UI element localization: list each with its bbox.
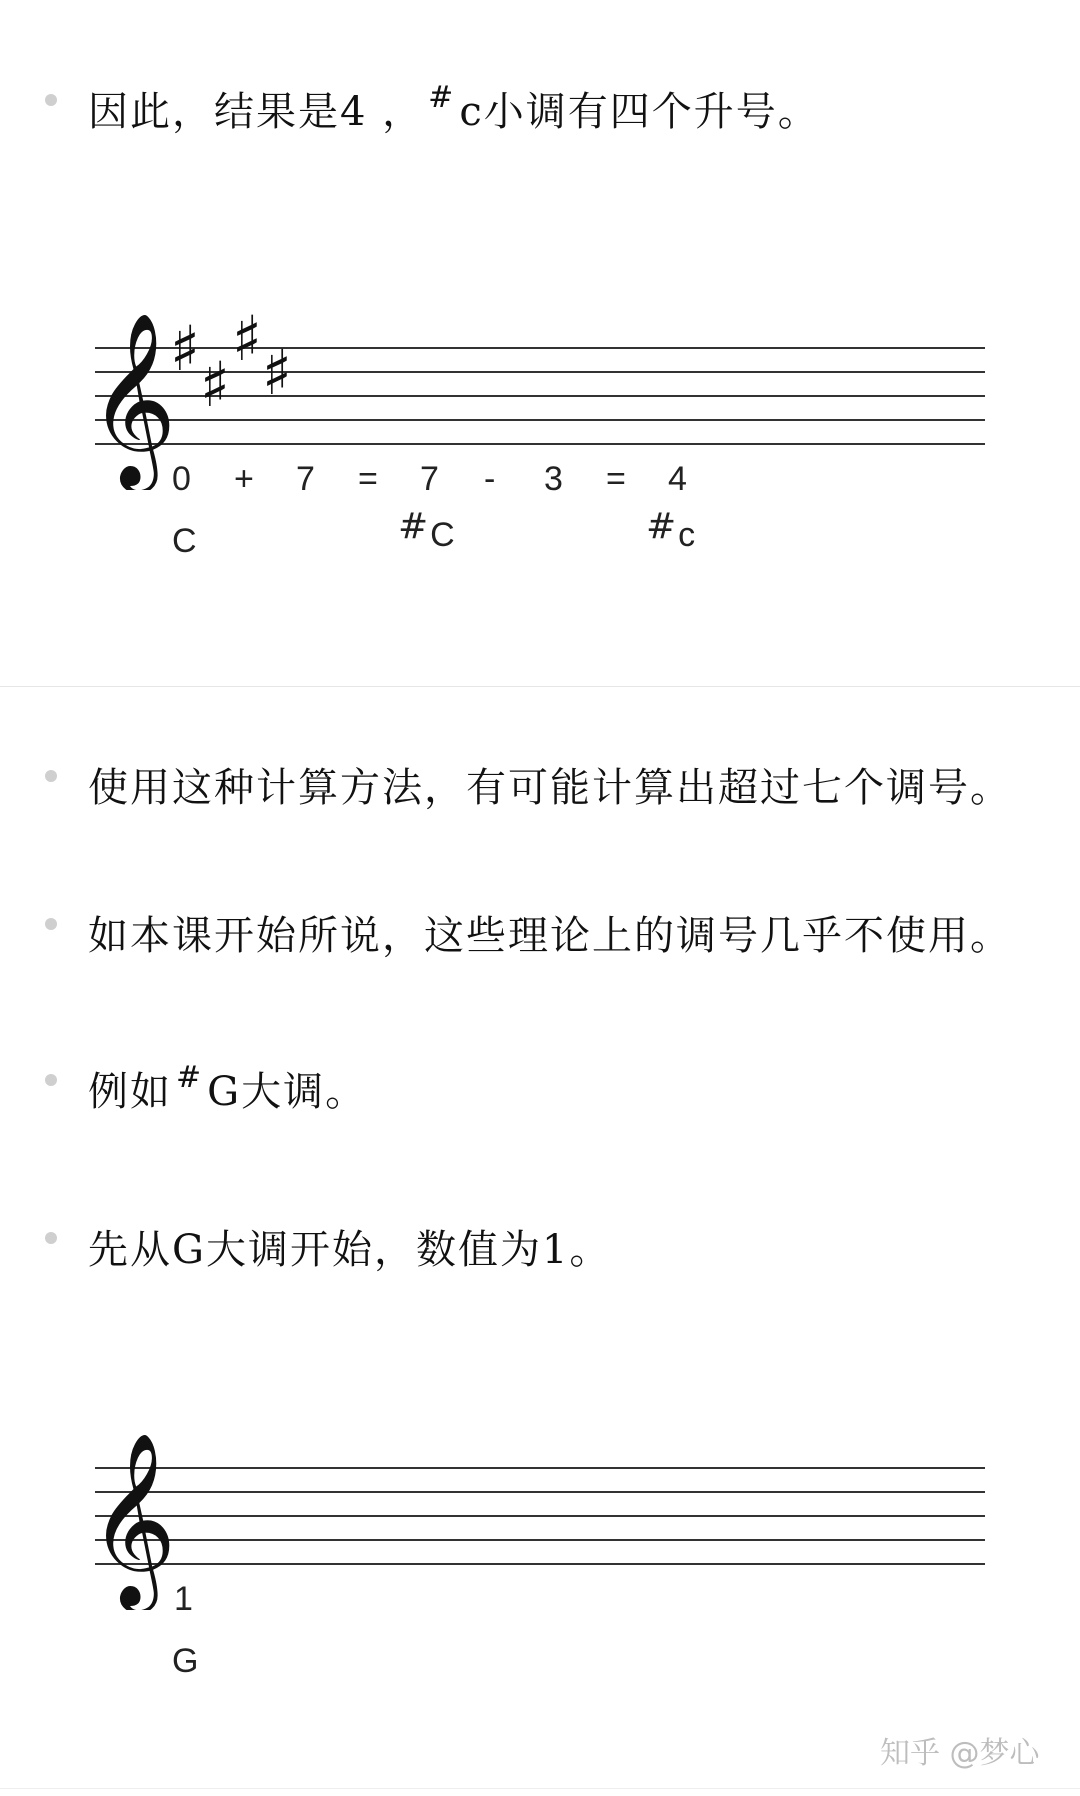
- bullet-dot: [45, 918, 57, 930]
- sharp-sign: #: [646, 506, 677, 547]
- text-segment: 例如: [88, 1069, 172, 1115]
- number-label: 3: [544, 460, 563, 498]
- sharp-sign: #: [398, 506, 429, 547]
- sharp-icon: ♯: [200, 348, 231, 421]
- key-name: c: [678, 516, 696, 554]
- bullet-dot: [45, 770, 57, 782]
- sharp-sign: #: [176, 1060, 204, 1095]
- treble-clef-icon: 𝄞: [88, 312, 177, 486]
- text-segment: c小调有四个升号。: [459, 89, 820, 135]
- music-staff-1: [0, 290, 1080, 490]
- bullet-text: 先从G大调开始，数值为1。: [88, 1227, 612, 1273]
- bullet-text: [88, 1060, 368, 1122]
- sharp-icon: ♯: [232, 302, 263, 375]
- watermark-text: 知乎 @梦心: [880, 1736, 1040, 1771]
- key-label: [172, 1642, 198, 1681]
- number-label: 7: [420, 460, 439, 498]
- number-label: 7: [296, 460, 315, 498]
- text-segment: G大调。: [207, 1069, 368, 1115]
- operator-label: -: [484, 460, 496, 498]
- key-signature-sharps: [170, 302, 292, 421]
- operator-label: +: [234, 460, 254, 498]
- key-name: C: [172, 522, 197, 560]
- number-label: 4: [668, 460, 687, 498]
- key-label: [398, 506, 455, 555]
- bottom-divider: [0, 1788, 1080, 1789]
- number-label: 0: [172, 460, 191, 498]
- key-label: [646, 506, 696, 555]
- number-label: 1: [174, 1580, 193, 1618]
- bullet-dot: [45, 1232, 57, 1244]
- key-label: [172, 522, 197, 561]
- bullet-text: 如本课开始所说，这些理论上的调号几乎不使用。: [88, 913, 1012, 959]
- section-divider: [0, 686, 1080, 687]
- music-staff-2: [0, 1410, 1080, 1610]
- bullet-text: 使用这种计算方法，有可能计算出超过七个调号。: [88, 765, 1012, 811]
- sharp-icon: ♯: [170, 312, 201, 385]
- text-segment: 因此，结果是4 ，: [88, 89, 425, 135]
- bullet-dot: [45, 1074, 57, 1086]
- operator-label: =: [358, 460, 378, 498]
- key-name: G: [172, 1642, 199, 1680]
- key-name: C: [430, 516, 455, 554]
- operator-label: =: [606, 460, 626, 498]
- bullet-dot: [45, 94, 57, 106]
- staff-lines: [95, 1468, 985, 1564]
- treble-clef-icon: 𝄞: [88, 1432, 177, 1606]
- bullet-text: [88, 80, 820, 142]
- sharp-sign: #: [428, 80, 456, 115]
- sharp-icon: ♯: [262, 336, 293, 409]
